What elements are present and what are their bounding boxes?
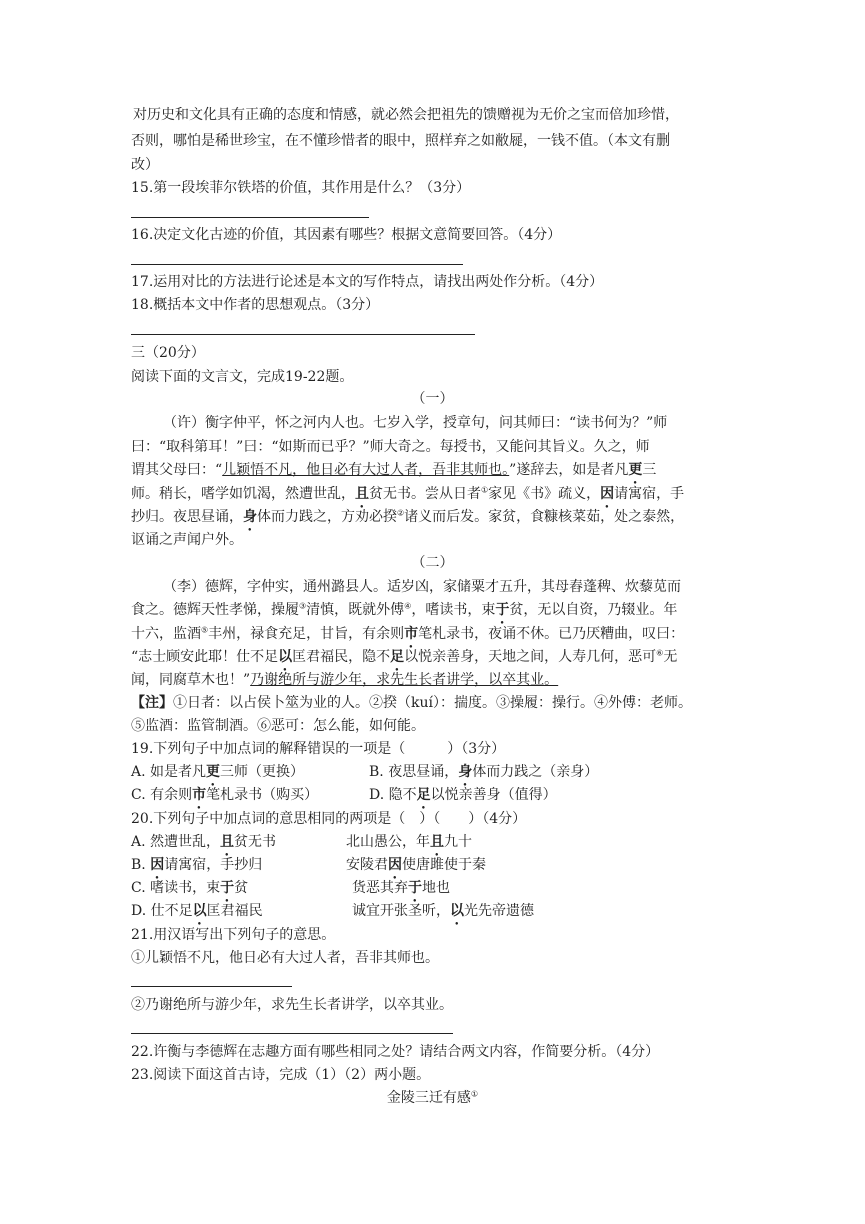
text-line: 抄归。夜思昼诵，身体而力践之，方劝必揆②诸义而后发。家贫，食糠核菜茹，处之泰然， xyxy=(131,508,685,525)
section-intro: 阅读下面的文言文，完成19-22题。 xyxy=(131,369,354,385)
passage-line: 改） xyxy=(131,157,159,173)
option-b: B. 因请寓宿，手抄归 xyxy=(131,857,263,873)
dotted-word: 身 xyxy=(243,509,257,525)
underlined-sentence: 儿颖悟不凡，他日必有大过人者，吾非其师也。 xyxy=(222,462,510,478)
notes-line: 【注】①日者：以占侯卜筮为业的人。②揆（kuí）：揣度。③操履：操行。④外傅：老师。 xyxy=(131,695,692,711)
option-d: D. 隐不足以悦亲善身（值得） xyxy=(369,787,557,803)
footnote-mark: ③ xyxy=(299,601,307,611)
text-line: 谓其父母曰：“儿颖悟不凡，他日必有大过人者，吾非其师也。”遂辞去，如是者凡更三 xyxy=(131,462,657,478)
text-line: 闻，同腐草木也！”乃谢绝所与游少年，求先生长者讲学，以卒其业。 xyxy=(131,672,559,688)
sentence-2: ②乃谢绝所与游少年，求先生长者讲学，以卒其业。 xyxy=(131,997,453,1013)
dotted-word: 更 xyxy=(628,462,643,478)
text-line: 食之。德辉天性孝悌，操履③清慎，既就外傅④，嗜读书，束于贫，无以自资，乃辍业。年 xyxy=(131,601,678,618)
dotted-word: 以 xyxy=(450,903,464,919)
part-title: （一） xyxy=(411,391,454,407)
option-d-compare: 诚宜开张圣听，以光先帝遗德 xyxy=(352,903,534,919)
question-17: 17.运用对比的方法进行论述是本文的写作特点，请找出两处作分析。（4分） xyxy=(131,274,604,290)
dotted-word: 因 xyxy=(150,857,165,873)
poem-title: 金陵三迁有感① xyxy=(386,1089,479,1106)
question-16: 16.决定文化古迹的价值，其因素有哪些？根据文意简要回答。（4分） xyxy=(131,227,562,243)
dotted-word: 且 xyxy=(430,834,444,850)
dotted-word: 于 xyxy=(495,602,510,618)
question-15: 15.第一段埃菲尔铁塔的价值，其作用是什么？（3分） xyxy=(131,180,471,196)
question-19: 19.下列句子中加点词的解释错误的一项是（ ）（3分） xyxy=(131,741,506,757)
notes-label: 【注】 xyxy=(131,695,173,711)
option-b-compare: 安陵君因使唐雎使于秦 xyxy=(346,857,486,873)
answer-line xyxy=(131,217,369,218)
answer-line xyxy=(131,986,292,987)
option-a: A. 然遭世乱，且贫无书 xyxy=(131,834,277,850)
footnote-mark: ① xyxy=(481,485,489,495)
answer-line xyxy=(131,264,463,265)
text-line: 十六，监酒⑤丰州，禄食充足，甘旨，有余则市笔札录书，夜诵不休。已乃厌糟曲，叹曰： xyxy=(131,625,685,642)
sentence-1: ①儿颖悟不凡，他日必有大过人者，吾非其师也。 xyxy=(131,950,439,966)
dotted-word: 以 xyxy=(278,649,293,665)
footnote-mark: ④ xyxy=(404,601,412,611)
question-21: 21.用汉语写出下列句子的意思。 xyxy=(131,927,336,943)
dotted-word: 以 xyxy=(192,903,207,919)
dotted-word: 市 xyxy=(404,626,419,642)
notes-line: ⑤监酒：监管制酒。⑥恶可：怎么能，如何能。 xyxy=(131,718,425,734)
text-line: （李）德辉，字仲实，通州潞县人。适岁凶，家储粟才五升，其母舂蓬稗、炊藜苋而 xyxy=(163,579,681,595)
text-line: “志士顾安此耶！仕不足以匡君福民，隐不足以悦亲善身，天地之间，人寿几何，恶可⑥无 xyxy=(131,648,678,665)
question-20: 20.下列句子中加点词的意思相同的两项是（ ）（ ）（4分） xyxy=(131,811,527,827)
dotted-word: 因 xyxy=(388,857,402,873)
option-b: B. 夜思昼诵，身体而力践之（亲身） xyxy=(369,764,599,780)
answer-line xyxy=(131,1033,453,1034)
dotted-word: 因 xyxy=(600,486,615,502)
dotted-word: 市 xyxy=(192,787,207,803)
question-18: 18.概括本文中作者的思想观点。（3分） xyxy=(131,297,380,313)
option-a-compare: 北山愚公，年且九十 xyxy=(346,834,472,850)
question-22: 22.许衡与李德辉在志趣方面有哪些相同之处？请结合两文内容，作简要分析。（4分） xyxy=(131,1044,660,1060)
footnote-mark: ② xyxy=(397,508,405,518)
text-line: 曰：“取科第耳！”曰：“如斯而已乎？”师大奇之。每授书，又能问其旨义。久之，师 xyxy=(131,439,650,455)
text-line: 讴诵之声闻户外。 xyxy=(131,532,243,548)
footnote-mark: ① xyxy=(470,1089,479,1099)
text-line: 师。稍长，嗜学如饥渴，然遭世乱，且贫无书。尝从日者①家见《书》疏义，因请寓宿，手 xyxy=(131,485,685,502)
option-c: C. 有余则市笔札录书（购买） xyxy=(131,787,319,803)
passage-line: 否则，哪怕是稀世珍宝，在不懂珍惜者的眼中，照样弃之如敝屣，一钱不值。（本文有删 xyxy=(131,133,670,149)
dotted-word: 足 xyxy=(416,787,431,803)
section-heading: 三（20分） xyxy=(131,345,205,361)
underlined-sentence: 乃谢绝所与游少年，求先生长者讲学，以卒其业。 xyxy=(250,672,559,688)
dotted-word: 且 xyxy=(220,834,235,850)
dotted-word: 且 xyxy=(355,486,369,502)
footnote-mark: ⑥ xyxy=(656,648,664,658)
option-c-compare: 货恶其弃于地也 xyxy=(352,880,450,896)
question-23: 23.阅读下面这首古诗，完成（1）（2）两小题。 xyxy=(131,1067,431,1083)
dotted-word: 足 xyxy=(390,649,405,665)
dotted-word: 身 xyxy=(458,764,473,780)
answer-line xyxy=(131,334,475,335)
text-line: （许）衡字仲平，怀之河内人也。七岁入学，授章句，问其师曰：“读书何为？”师 xyxy=(163,415,668,431)
footnote-mark: ⑤ xyxy=(201,625,209,635)
dotted-word: 于 xyxy=(408,880,422,896)
dotted-word: 更 xyxy=(206,764,221,780)
option-d: D. 仕不足以匡君福民 xyxy=(131,903,263,919)
passage-line: 对历史和文化具有正确的态度和情感，就必然会把祖先的馈赠视为无价之宝而倍加珍惜， xyxy=(133,107,679,123)
part-title: （二） xyxy=(411,555,454,571)
dotted-word: 于 xyxy=(220,880,235,896)
option-c: C. 嗜读书，束于贫 xyxy=(131,880,249,896)
option-a: A. 如是者凡更三师（更换） xyxy=(131,764,305,780)
